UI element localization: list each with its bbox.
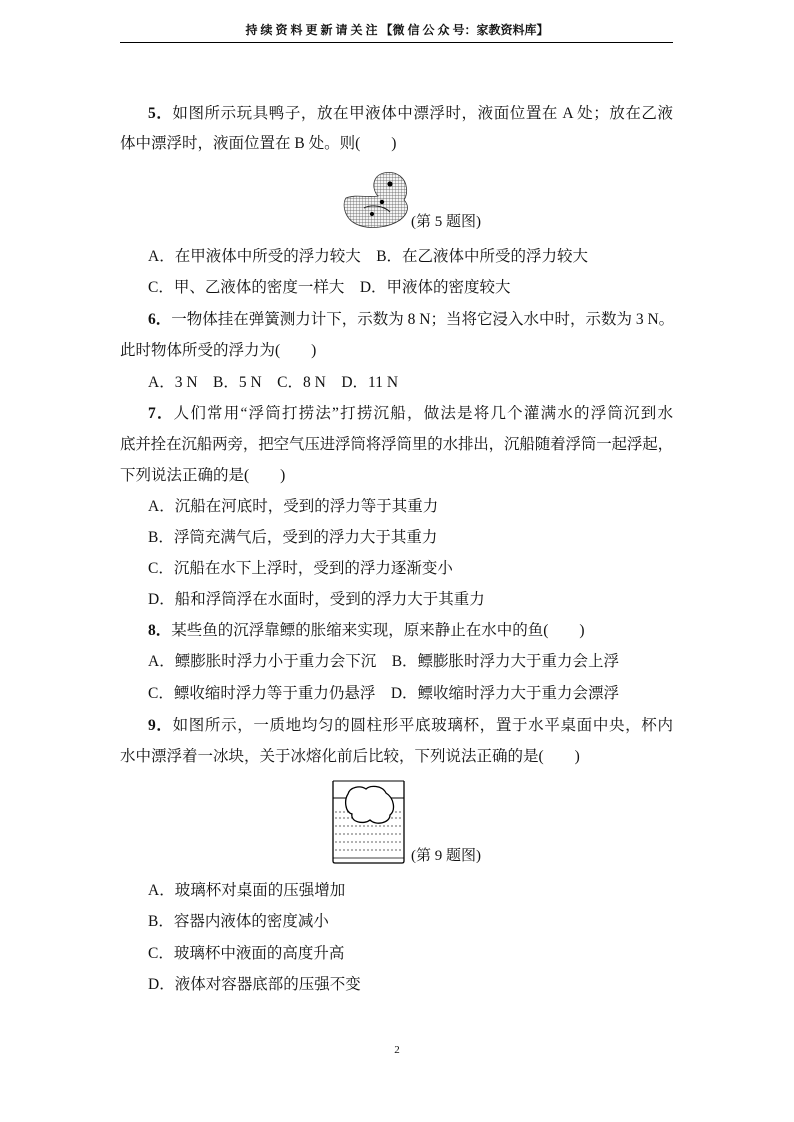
q9-option-b: B．容器内液体的密度减小 bbox=[148, 913, 329, 930]
duck-marker-dot-a bbox=[380, 200, 384, 204]
ice-block-shape bbox=[346, 786, 394, 823]
q5-stem-text-1: 如图所示玩具鸭子，放在甲液体中漂浮时，液面位置在 A 处；放在乙液 bbox=[172, 105, 673, 122]
q9-stem-line-2: 水中漂浮着一冰块，关于冰熔化前后比较，下列说法正确的是( ) bbox=[120, 748, 580, 765]
q5-duck-figure bbox=[338, 168, 412, 230]
duck-marker-dot-b bbox=[370, 212, 374, 216]
q7-stem-text-1: 人们常用“浮筒打捞法”打捞沉船，做法是将几个灌满水的浮筒沉到水 bbox=[173, 405, 673, 422]
q5-options-line-2: C．甲、乙液体的密度一样大 D．甲液体的密度较大 bbox=[148, 279, 511, 296]
q6-stem-text-1: 一物体挂在弹簧测力计下，示数为 8 N；当将它浸入水中时，示数为 3 N。 bbox=[171, 311, 675, 328]
q6-stem-line-2: 此时物体所受的浮力为( ) bbox=[120, 342, 317, 359]
page-number: 2 bbox=[394, 1044, 400, 1056]
q8-number: 8． bbox=[148, 622, 172, 639]
q7-option-d: D．船和浮筒浮在水面时，受到的浮力大于其重力 bbox=[148, 591, 485, 608]
q7-option-a: A．沉船在河底时，受到的浮力等于其重力 bbox=[148, 498, 439, 515]
q9-glass-cup-figure bbox=[330, 778, 408, 866]
header-notice: 持 续 资 料 更 新 请 关 注 【微 信 公 众 号：家教资料库】 bbox=[245, 23, 549, 37]
q9-option-c: C．玻璃杯中液面的高度升高 bbox=[148, 945, 345, 962]
q7-stem-line-3: 下列说法正确的是( ) bbox=[120, 467, 286, 484]
q8-options-line-1: A．鳔膨胀时浮力小于重力会下沉 B．鳔膨胀时浮力大于重力会上浮 bbox=[148, 653, 620, 670]
q7-option-b: B．浮筒充满气后，受到的浮力大于其重力 bbox=[148, 529, 438, 546]
q9-figure-caption: (第 9 题图) bbox=[411, 848, 481, 864]
q9-option-a: A．玻璃杯对桌面的压强增加 bbox=[148, 882, 346, 899]
header-divider bbox=[120, 42, 673, 43]
q9-stem-line-1 bbox=[148, 716, 673, 736]
q5-number: 5． bbox=[148, 105, 173, 122]
q7-stem-line-2: 底并拴在沉船两旁，把空气压进浮筒将浮筒里的水排出，沉船随着浮筒一起浮起， bbox=[120, 436, 673, 453]
duck-eye-dot bbox=[387, 181, 392, 186]
q8-options-line-2: C．鳔收缩时浮力等于重力仍悬浮 D．鳔收缩时浮力大于重力会漂浮 bbox=[148, 685, 620, 702]
q5-stem-line-2: 体中漂浮时，液面位置在 B 处。则( ) bbox=[120, 135, 397, 152]
q9-number: 9． bbox=[148, 717, 173, 734]
q5-figure-caption: (第 5 题图) bbox=[411, 214, 481, 230]
q6-stem-line-1 bbox=[148, 310, 673, 330]
q6-number: 6． bbox=[148, 311, 172, 328]
q8-stem-line-1 bbox=[148, 621, 585, 641]
q7-option-c: C．沉船在水下上浮时，受到的浮力逐渐变小 bbox=[148, 560, 453, 577]
q5-options-line-1: A．在甲液体中所受的浮力较大 B．在乙液体中所受的浮力较大 bbox=[148, 248, 589, 265]
q9-option-d: D．液体对容器底部的压强不变 bbox=[148, 976, 361, 993]
q7-number: 7． bbox=[148, 405, 174, 422]
q8-stem-text-1: 某些鱼的沉浮靠鳔的胀缩来实现，原来静止在水中的鱼( ) bbox=[171, 622, 585, 639]
duck-body-shape bbox=[344, 172, 407, 227]
q5-stem-line-1 bbox=[148, 104, 673, 124]
q7-stem-line-1 bbox=[148, 404, 673, 424]
q9-stem-text-1: 如图所示，一质地均匀的圆柱形平底玻璃杯，置于水平桌面中央，杯内 bbox=[172, 717, 673, 734]
q6-options-line-1: A．3 N B．5 N C．8 N D．11 N bbox=[148, 374, 399, 391]
